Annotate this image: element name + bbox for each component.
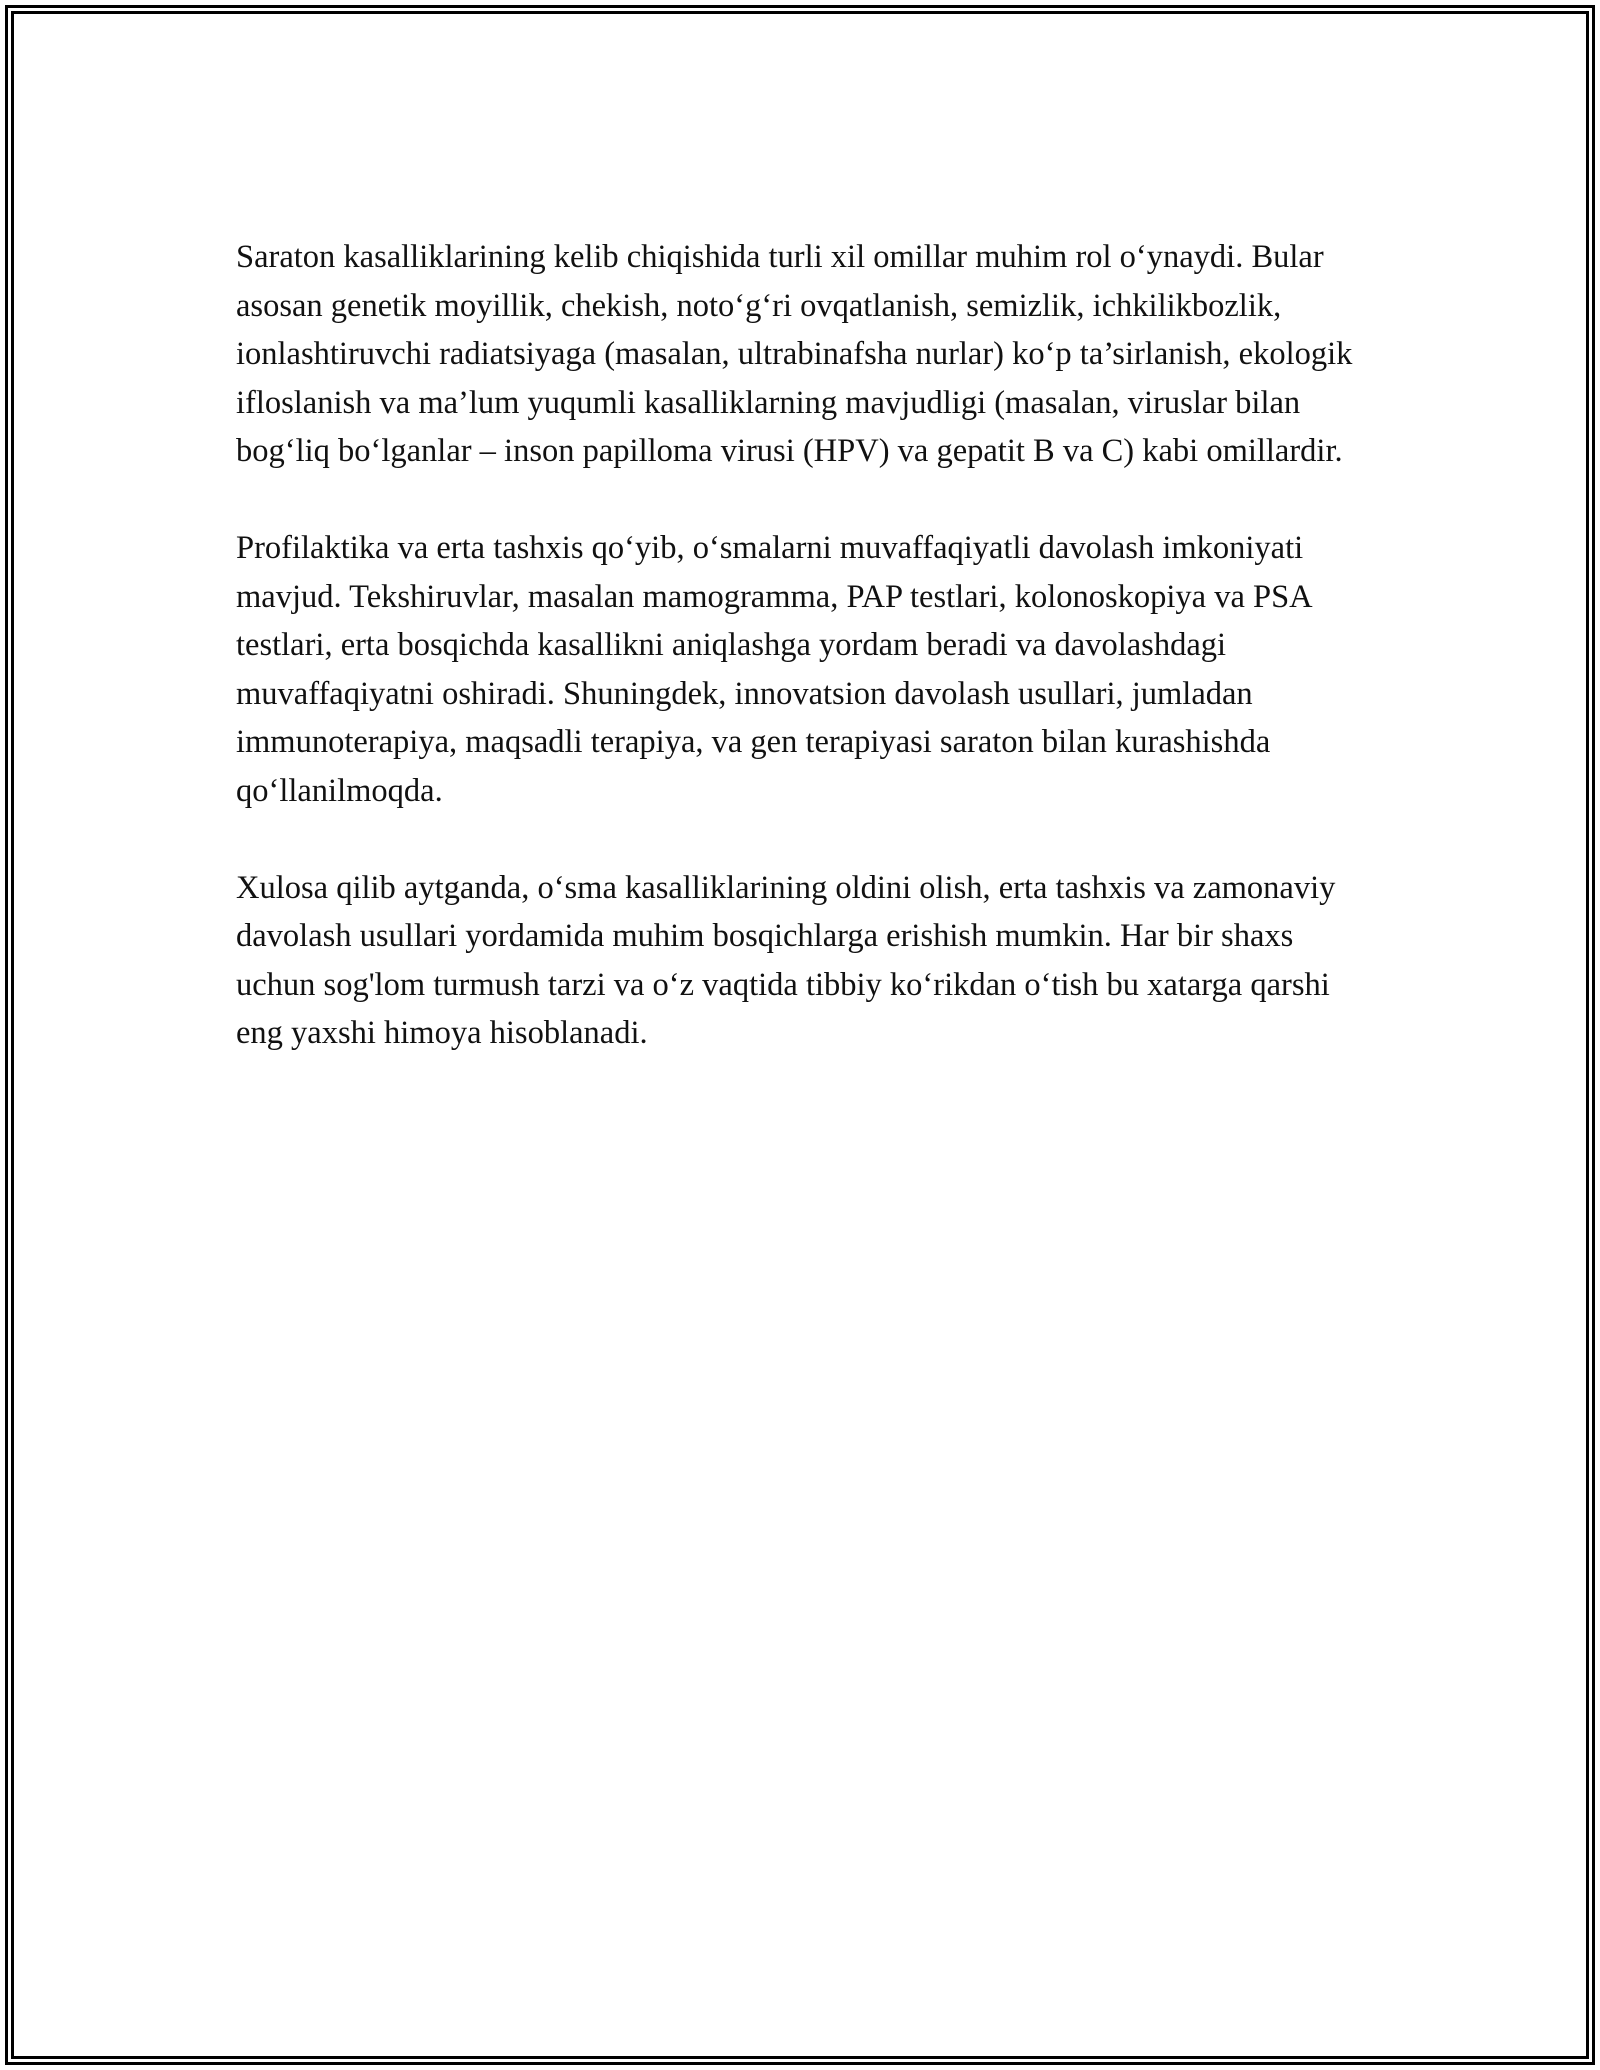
- paragraph-risk-factors: Saraton kasalliklarining kelib chiqishida turli xil omillar muhim rol o‘ynaydi. Bular asosan genetik moyillik, chekish, noto‘g‘ri ovqatlanish, semizlik, ichkilikbozlik, ionlashtiruvchi radiatsiyaga (masalan, ultrabinafsha nurlar) ko‘p ta’sirlanish, ekologik ifloslanish va ma’lum yuqumli kasalliklarning mavjudligi (masalan, viruslar bilan bog‘liq bo‘lganlar – inson papilloma virusi (HPV) va gepatit B va C) kabi omillardir.: [236, 239, 1353, 469]
- document-body: [236, 233, 1376, 1058]
- paragraph-prevention: Profilaktika va erta tashxis qo‘yib, o‘smalarni muvaffaqiyatli davolash imkoniyati mavjud. Tekshiruvlar, masalan mamogramma, PAP testlari, kolonoskopiya va PSA testlari, erta bosqichda kasallikni aniqlashga yordam beradi va davolashdagi muvaffaqiyatni oshiradi. Shuningdek, innovatsion davolash usullari, jumladan immunoterapiya, maqsadli terapiya, va gen terapiyasi saraton bilan kurashishda qo‘llanilmoqda.: [236, 530, 1311, 809]
- paragraph-conclusion: Xulosa qilib aytganda, o‘sma kasalliklarining oldini olish, erta tashxis va zamonaviy davolash usullari yordamida muhim bosqichlarga erishish mumkin. Har bir shaxs uchun sog'lom turmush tarzi va o‘z vaqtida tibbiy ko‘rikdan o‘tish bu xatarga qarshi eng yaxshi himoya hisoblanadi.: [236, 869, 1336, 1051]
